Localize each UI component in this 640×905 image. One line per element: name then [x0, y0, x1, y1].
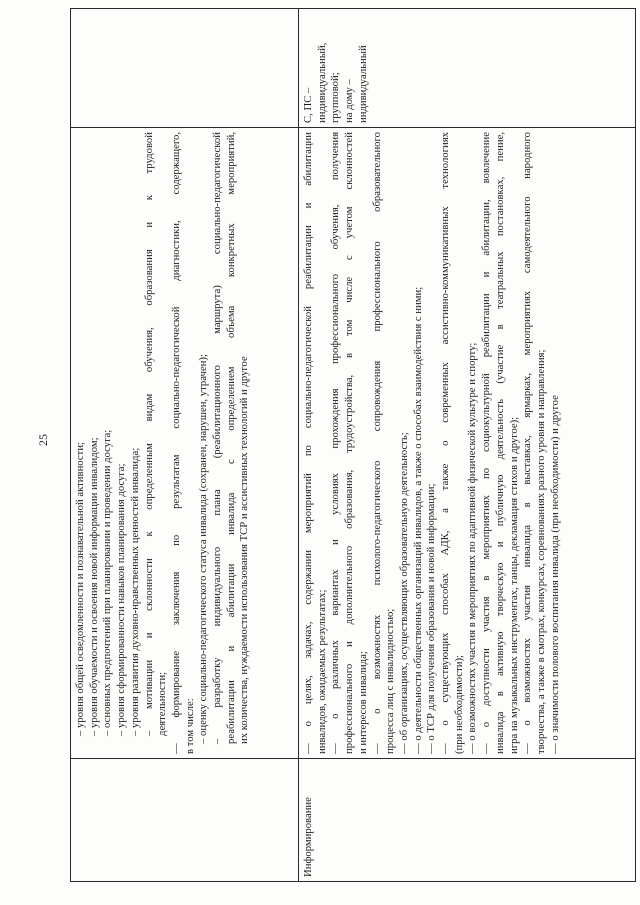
content-line: — о целях, задачах, содержании мероприятий по социально-педагогической реабилитации и абилитации: [302, 132, 314, 754]
service-name: Информирование: [302, 797, 314, 877]
content-line: — формирование заключения по результатам социально-педагогической диагностики, содержащего,: [169, 132, 182, 754]
service-name-cell: [71, 759, 299, 882]
content-line: – основных предпочтений при планировании и проведении досуга;: [101, 429, 114, 736]
content-line: — о возможностях психолого-педагогического сопровождения профессионального образовательного: [370, 132, 383, 754]
form-line: индивидуальный,: [315, 42, 328, 123]
content-line: их количества, нуждаемости использования ТСР и ассистивных технологий и другое: [238, 356, 251, 744]
content-line: инвалида в активную творческую и публичную деятельность (участие в театральных постановках, пение,: [493, 132, 506, 754]
content-line: в том числе:: [183, 698, 196, 754]
content-line: (при необходимости);: [452, 654, 465, 754]
form-line: индивидуальный: [356, 45, 369, 123]
service-content-cell: [299, 128, 636, 759]
content-line: реабилитации и абилитации инвалида с определением объема конкретных мероприятий,: [224, 132, 237, 744]
rotated-page: [70, 36, 636, 882]
content-line: – уровня общей осведомленности и познавательной активности;: [74, 441, 86, 736]
table-row: [71, 9, 299, 882]
content-line: творчества, а также в смотрах, конкурсах, соревнованиях разного уровня и направления;: [534, 349, 547, 754]
table-row: [299, 9, 636, 882]
content-line: – мотивации и склонности к определенным видам обучения, образования и к трудовой: [142, 132, 155, 736]
content-line: — о возможностях участия в мероприятиях по адаптивной физической культуре и спорту;: [466, 342, 479, 754]
content-line: — об организациях, осуществляющих образовательную деятельность;: [397, 432, 410, 754]
content-line: — о доступности участия в мероприятиях по социокультурной реабилитации и абилитации, вовлечение: [480, 132, 493, 754]
page-number: 25: [36, 434, 50, 446]
content-line: – уровня развития духовно-нравственных ценностей инвалида;: [128, 447, 141, 736]
content-line: игра на музыкальных инструментах, танцы, декламация стихов и другое);: [507, 416, 520, 754]
content-line: — о деятельности общественных организаций инвалидов, а также о способах взаимодействия с ними;: [411, 286, 424, 754]
content-line: – уровня сформированности навыков планирования досуга;: [115, 463, 128, 736]
content-line: – уровня обучаемости и освоения новой информации инвалидом;: [87, 437, 100, 736]
content-line: – оценку социально-педагогического статуса инвалида (сохранен, нарушен, утрачен);: [197, 354, 210, 744]
content-line: – разработку индивидуального плана (реабилитационного маршрута) социально-педагогической: [211, 132, 224, 744]
content-line: и интересов инвалида;: [356, 651, 369, 754]
service-name-cell: [299, 759, 636, 882]
content-line: — о возможностях участия инвалида в выставках, ярмарках, мероприятиях самодеятельного народного: [521, 132, 534, 754]
content-line: — о значимости полового воспитания инвалида (при необходимости) и другое: [548, 395, 561, 754]
content-line: инвалидов, ожидаемых результатах;: [315, 589, 328, 754]
service-form-cell: [299, 9, 636, 128]
form-line: на дому –: [343, 79, 356, 123]
service-content-cell: [71, 128, 299, 759]
content-line: процесса лиц с инвалидностью;: [384, 608, 397, 754]
content-line: — о ТСР для получения образования и новой информации;: [425, 483, 438, 754]
content-line: профессионального и дополнительного образования, трудоустройства, в том числе с учетом склонностей: [343, 132, 356, 754]
services-table: [70, 8, 636, 882]
service-form-cell: [71, 9, 299, 128]
form-line: С, ПС –: [302, 87, 314, 123]
content-line: деятельности;: [156, 671, 169, 736]
content-line: — о существующих способах АДК, а также о современных ассистивно-коммуникативных технологиях: [439, 132, 452, 754]
form-line: групповой;: [329, 72, 342, 123]
content-line: — о различных вариантах и условиях прохождения профессионального обучения, получения: [329, 132, 342, 754]
